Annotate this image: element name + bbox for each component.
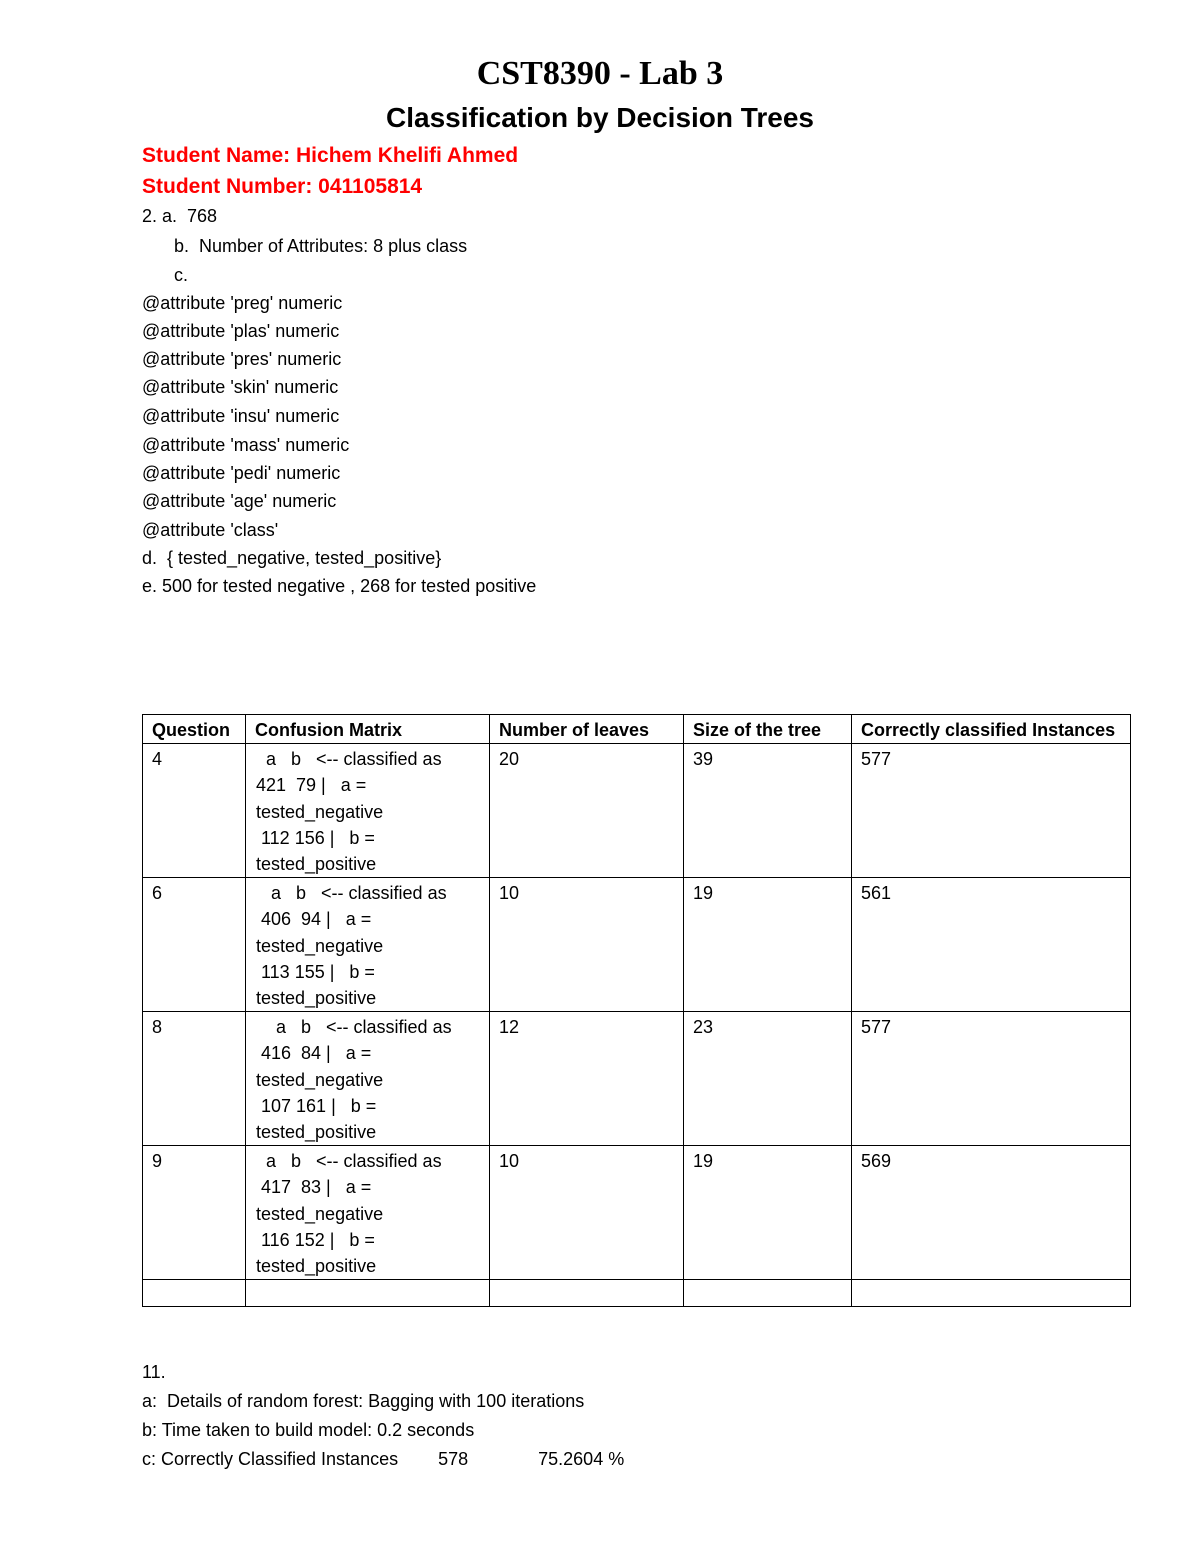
header-question: Question: [143, 715, 246, 744]
cell-tree-size: 39: [684, 744, 852, 878]
document-subtitle: Classification by Decision Trees: [386, 102, 814, 133]
answer-11c: c: Correctly Classified Instances 578 75.2604 %: [142, 1449, 625, 1469]
cell-leaves: 10: [490, 878, 684, 1012]
attribute-line: @attribute 'age' numeric: [142, 491, 337, 511]
answer-11-number: 11.: [142, 1362, 166, 1382]
header-correctly-classified: Correctly classified Instances: [852, 715, 1131, 744]
attribute-line: @attribute 'skin' numeric: [142, 377, 339, 397]
cell-empty: [246, 1280, 490, 1307]
cell-question: 4: [143, 744, 246, 878]
table-row: [143, 878, 1131, 1012]
cell-correct: 561: [852, 878, 1131, 1012]
cell-empty: [852, 1280, 1131, 1307]
attribute-line: @attribute 'pedi' numeric: [142, 463, 341, 483]
cell-tree-size: 19: [684, 1146, 852, 1280]
answer-2b: b. Number of Attributes: 8 plus class: [174, 236, 468, 256]
answer-2a: 2. a. 768: [142, 206, 218, 226]
header-size-of-tree: Size of the tree: [684, 715, 852, 744]
cell-confusion-matrix: a b <-- classified as 417 83 | a = tested_negative 116 152 | b = tested_positive: [246, 1146, 490, 1280]
cell-tree-size: 23: [684, 1012, 852, 1146]
cell-empty: [143, 1280, 246, 1307]
table-row: [143, 1146, 1131, 1280]
cell-question: 8: [143, 1012, 246, 1146]
cell-confusion-matrix: a b <-- classified as 416 84 | a = tested_negative 107 161 | b = tested_positive: [246, 1012, 490, 1146]
cell-leaves: 20: [490, 744, 684, 878]
cell-question: 9: [143, 1146, 246, 1280]
document-title: CST8390 - Lab 3: [476, 55, 724, 92]
attribute-line: @attribute 'plas' numeric: [142, 321, 340, 341]
attribute-line: @attribute 'insu' numeric: [142, 406, 340, 426]
table-header-row: [143, 715, 1131, 744]
cell-confusion-matrix: a b <-- classified as 406 94 | a = tested_negative 113 155 | b = tested_positive: [246, 878, 490, 1012]
student-name: Student Name: Hichem Khelifi Ahmed: [142, 144, 519, 167]
answer-2d: d. { tested_negative, tested_positive}: [142, 548, 442, 568]
answer-11b: b: Time taken to build model: 0.2 seconds: [142, 1420, 475, 1440]
cell-correct: 569: [852, 1146, 1131, 1280]
answer-2c: c.: [174, 265, 189, 285]
results-table: [142, 714, 1131, 1307]
student-number: Student Number: 041105814: [142, 175, 423, 198]
cell-confusion-matrix: a b <-- classified as 421 79 | a = tested_negative 112 156 | b = tested_positive: [246, 744, 490, 878]
table-row-empty: [143, 1280, 1131, 1307]
cell-tree-size: 19: [684, 878, 852, 1012]
cell-correct: 577: [852, 1012, 1131, 1146]
header-confusion-matrix: Confusion Matrix: [246, 715, 490, 744]
cell-correct: 577: [852, 744, 1131, 878]
answer-2e: e. 500 for tested negative , 268 for tested positive: [142, 576, 537, 596]
cell-empty: [490, 1280, 684, 1307]
attribute-line: @attribute 'preg' numeric: [142, 293, 343, 313]
cell-leaves: 10: [490, 1146, 684, 1280]
table-row: [143, 744, 1131, 878]
answer-11a: a: Details of random forest: Bagging with 100 iterations: [142, 1391, 585, 1411]
cell-leaves: 12: [490, 1012, 684, 1146]
attribute-line: @attribute 'mass' numeric: [142, 435, 350, 455]
table-row: [143, 1012, 1131, 1146]
cell-question: 6: [143, 878, 246, 1012]
header-number-of-leaves: Number of leaves: [490, 715, 684, 744]
cell-empty: [684, 1280, 852, 1307]
attribute-line: @attribute 'class': [142, 520, 279, 540]
attribute-line: @attribute 'pres' numeric: [142, 349, 342, 369]
